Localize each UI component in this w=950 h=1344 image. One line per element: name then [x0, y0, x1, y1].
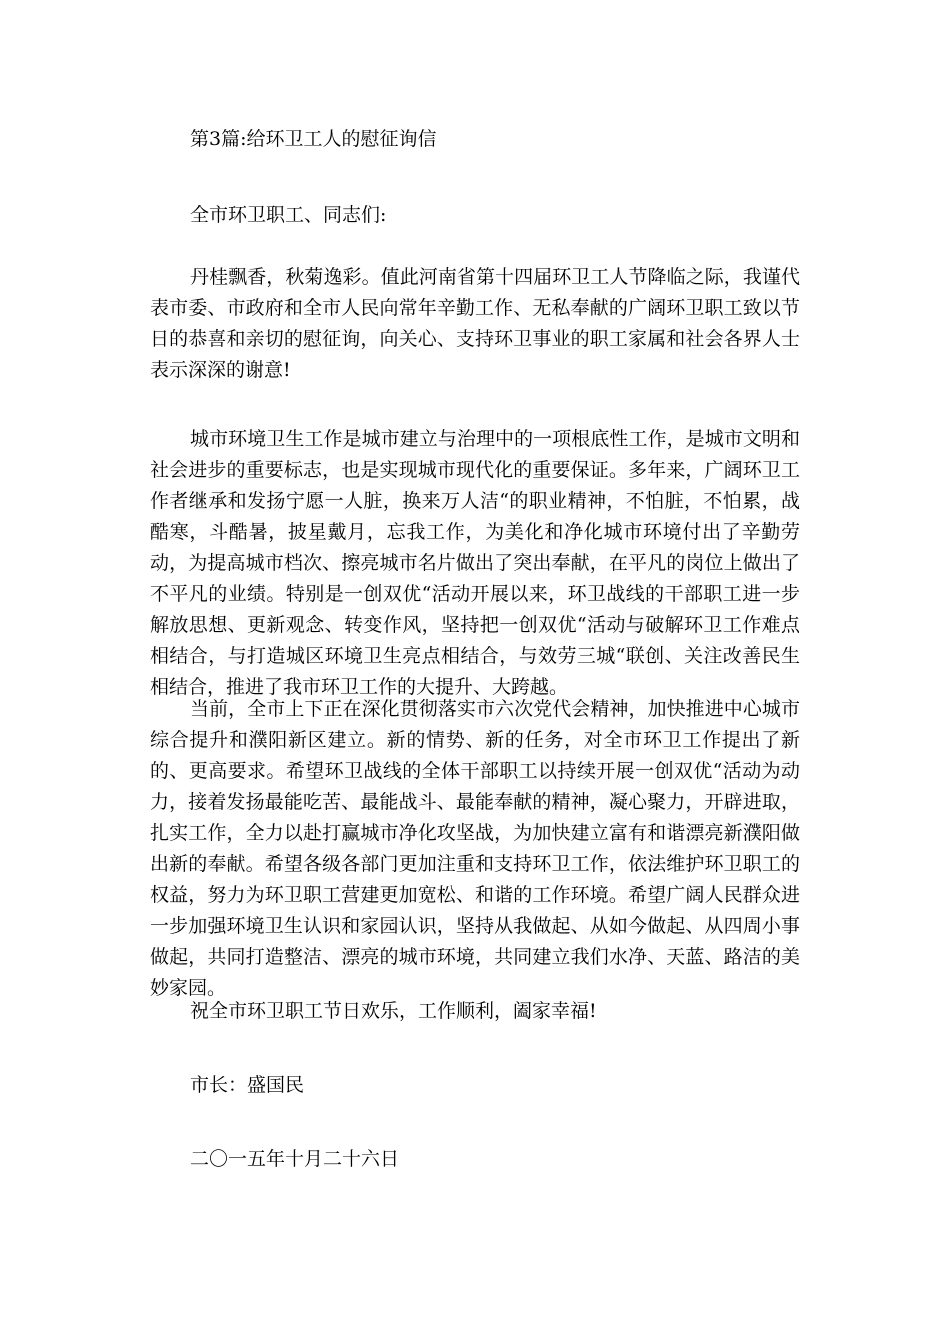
signature: 市长：盛国民 [190, 1074, 305, 1096]
document-title: 第3篇:给环卫工人的慰征询信 [190, 128, 437, 150]
salutation: 全市环卫职工、同志们: [190, 204, 387, 226]
paragraph-achievements: 城市环境卫生工作是城市建立与治理中的一项根底性工作，是城市文明和社会进步的重要标志，也是实现城市现代化的重要保证。多年来，广阔环卫工作者继承和发扬宁愿一人脏，换来万人洁“的职业精神，不怕脏，不怕累，战酷寒，斗酷暑，披星戴月，忘我工作，为美化和净化城市环境付出了辛勤劳动，为提高城市档次、擦亮城市名片做出了突出奉献，在平凡的岗位上做出了不平凡的业绩。特别是一创双优“活动开展以来，环卫战线的干部职工进一步解放思想、更新观念、转变作风，坚持把一创双优“活动与破解环卫工作难点相结合，与打造城区环境卫生亮点相结合，与效劳三城“联创、关注改善民生相结合，推进了我市环卫工作的大提升、大跨越。 [150, 428, 800, 698]
paragraph-greeting: 丹桂飘香，秋菊逸彩。值此河南省第十四届环卫工人节降临之际，我谨代表市委、市政府和全市人民向常年辛勤工作、无私奉献的广阔环卫职工致以节日的恭喜和亲切的慰征询，向关心、支持环卫事业的职工家属和社会各界人士表示深深的谢意! [150, 266, 800, 381]
closing-wishes: 祝全市环卫职工节日欢乐，工作顺利，阖家幸福! [190, 1000, 597, 1022]
paragraph-expectations: 当前，全市上下正在深化贯彻落实市六次党代会精神，加快推进中心城市综合提升和濮阳新区建立。新的情势、新的任务，对全市环卫工作提出了新的、更高要求。希望环卫战线的全体干部职工以持续开展一创双优“活动为动力，接着发扬最能吃苦、最能战斗、最能奉献的精神，凝心聚力，开辟进取，扎实工作，全力以赴打赢城市净化攻坚战，为加快建立富有和谐漂亮新濮阳做出新的奉献。希望各级各部门更加注重和支持环卫工作，依法维护环卫职工的权益，努力为环卫职工营建更加宽松、和谐的工作环境。希望广阔人民群众进一步加强环境卫生认识和家园认识，坚持从我做起、从如今做起、从四周小事做起，共同打造整洁、漂亮的城市环境，共同建立我们水净、天蓝、路洁的美妙家园。 [150, 698, 800, 999]
date: 二〇一五年十月二十六日 [190, 1148, 400, 1170]
